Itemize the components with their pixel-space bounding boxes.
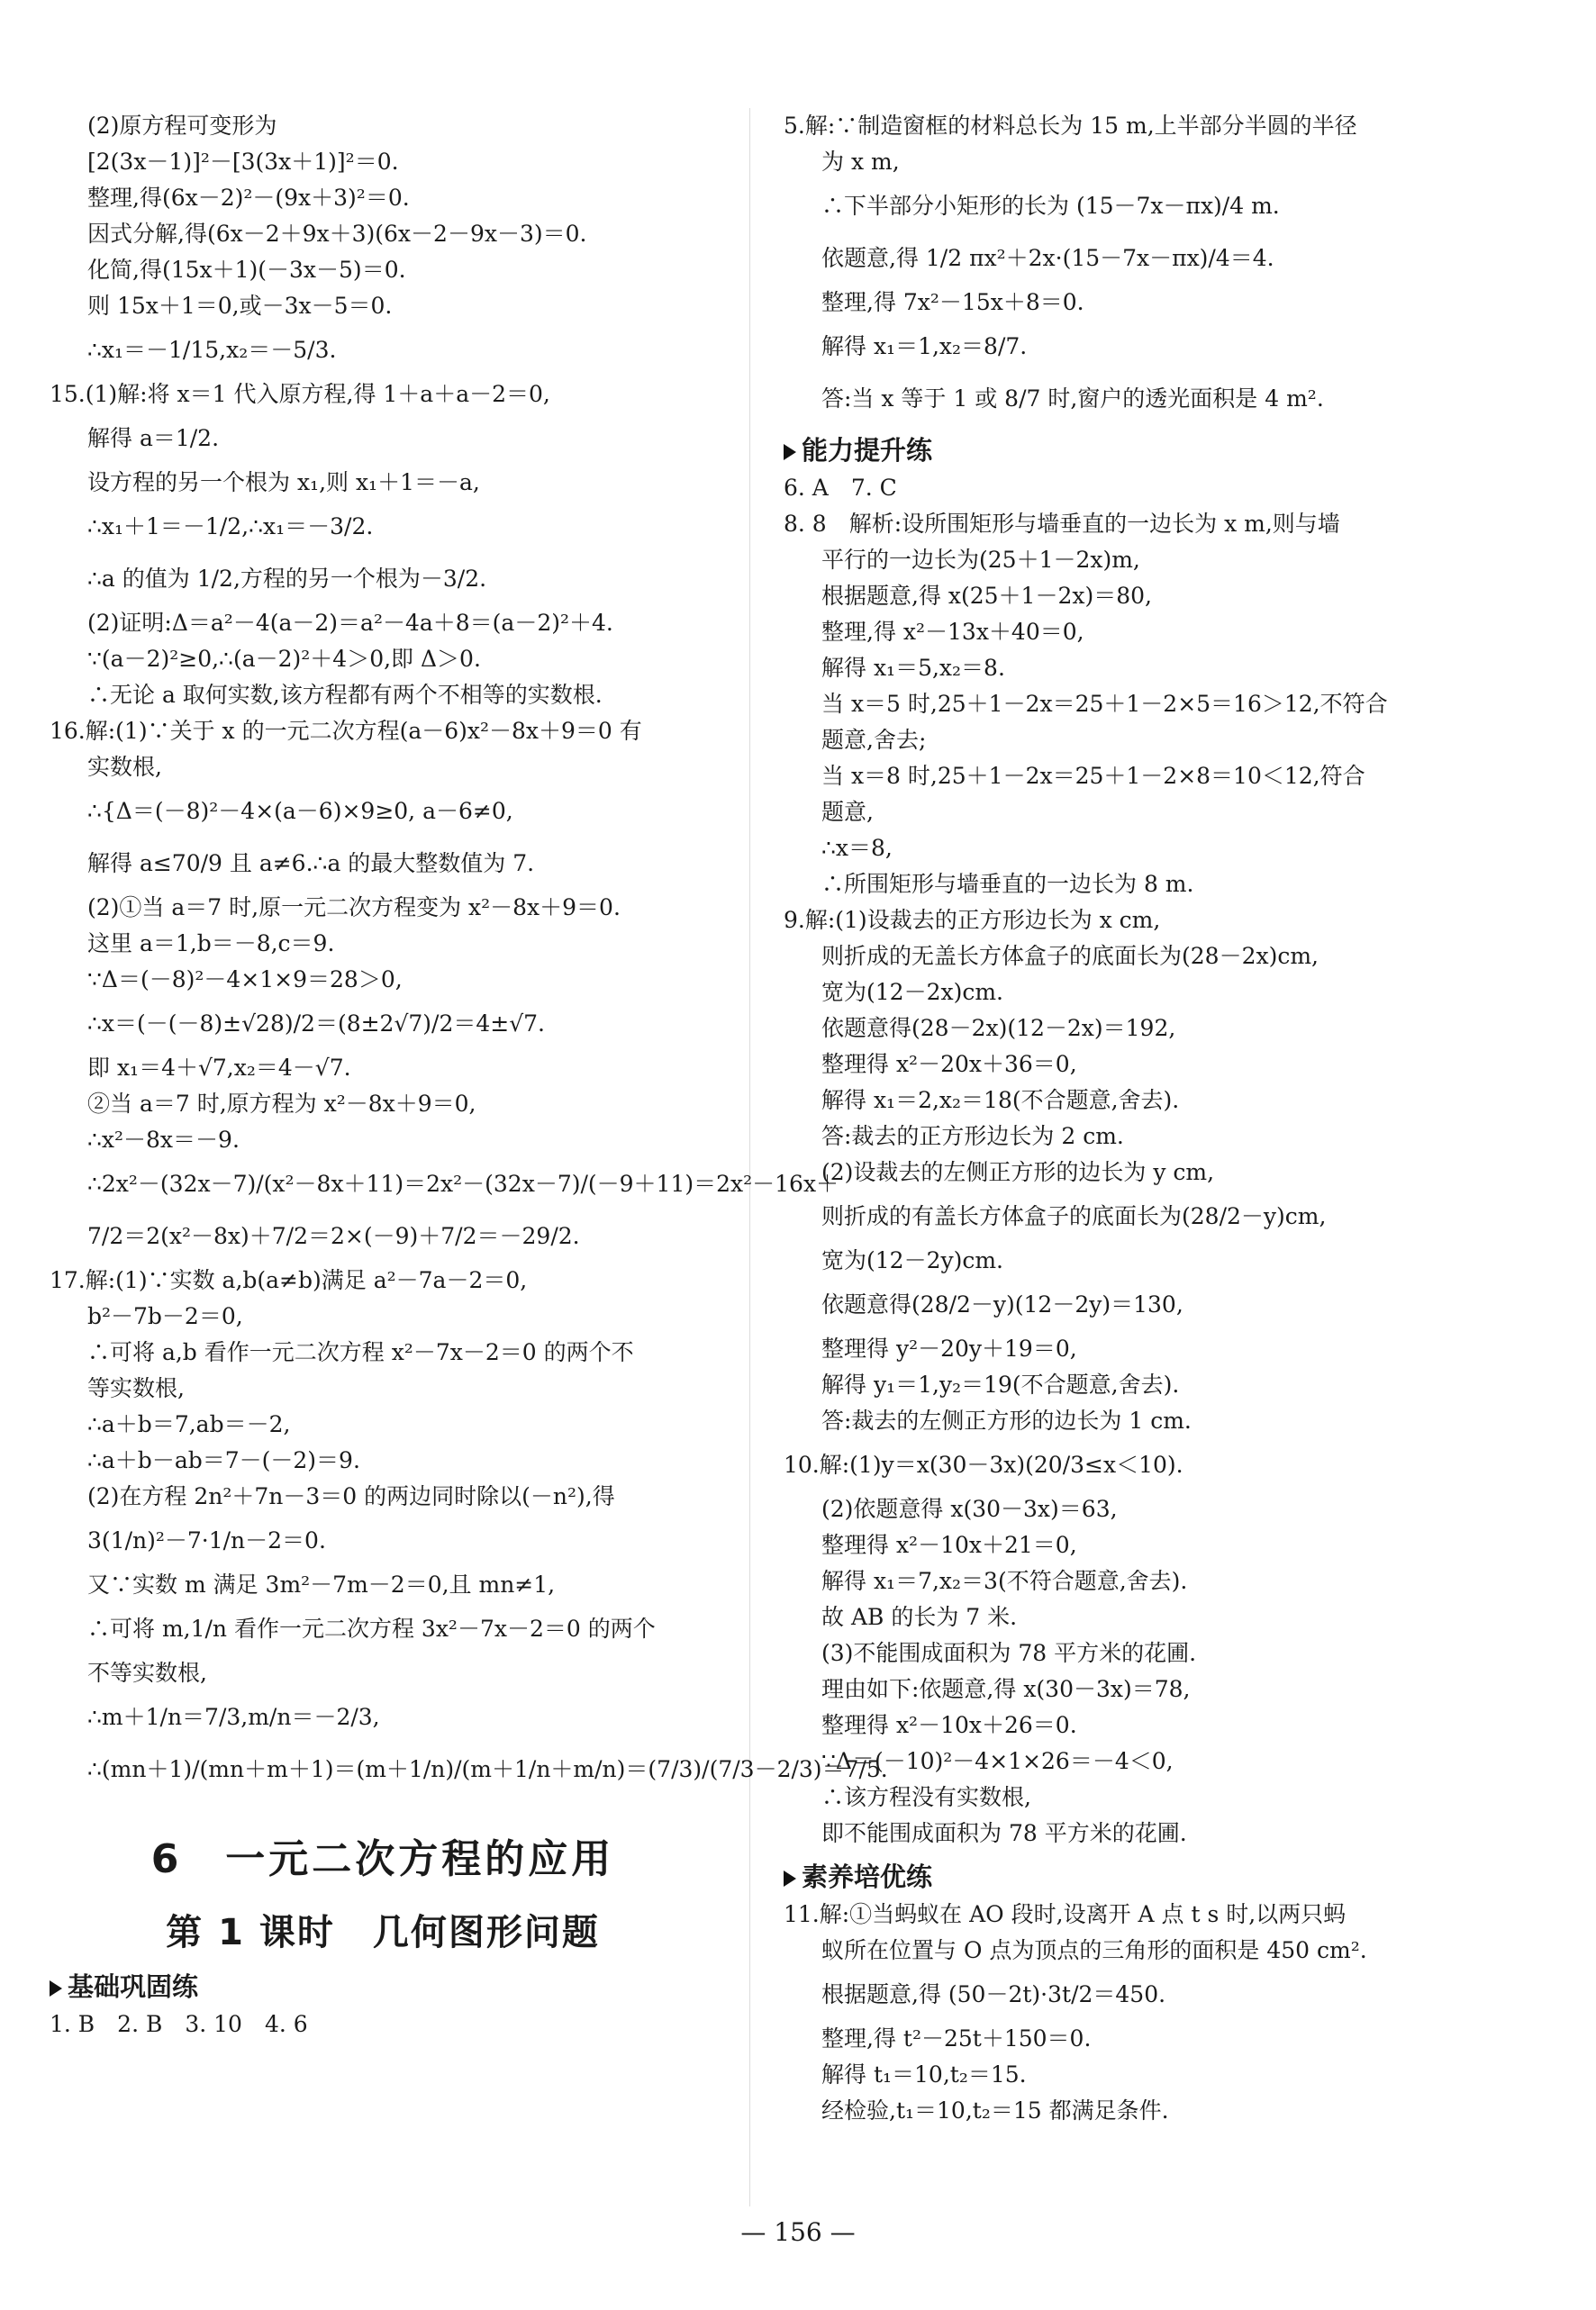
text-line: 题意,舍去;: [821, 727, 927, 753]
text-line: 为 x m,: [821, 149, 900, 175]
text-line: 宽为(12－2y)cm.: [821, 1247, 1004, 1273]
text-line: ∴可将 m,1/n 看作一元二次方程 3x²－7x－2＝0 的两个: [87, 1616, 656, 1642]
right-solutions-b: [784, 470, 1468, 1852]
text-line: 10.解:(1)y＝x(30－3x)(20/3≤x＜10).: [784, 1452, 1183, 1478]
text-line: ∴{Δ＝(－8)²－4×(a－6)×9≥0, a－6≠0,: [87, 798, 513, 824]
text-line: ∴(mn＋1)/(mn＋m＋1)＝(m＋1/n)/(m＋1/n＋m/n)＝(7/3)/(7/3－2/3)＝7/5.: [87, 1756, 888, 1782]
text-line: 当 x＝8 时,25＋1－2x＝25＋1－2×8＝10＜12,符合: [821, 763, 1365, 789]
text-line: ∴所围矩形与墙垂直的一边长为 8 m.: [821, 871, 1194, 897]
text-line: 6. A 7. C: [784, 475, 897, 501]
text-line: 等实数根,: [87, 1375, 185, 1401]
text-line: ∴x₁＋1＝－1/2,∴x₁＝－3/2.: [87, 513, 374, 539]
text-line: (2)原方程可变形为: [87, 113, 277, 139]
text-line: (2)在方程 2n²＋7n－3＝0 的两边同时除以(－n²),得: [87, 1483, 615, 1509]
text-line: 又∵实数 m 满足 3m²－7m－2＝0,且 mn≠1,: [87, 1572, 556, 1598]
page-number: — 156 —: [740, 2217, 856, 2247]
text-line: 解得 x₁＝1,x₂＝8/7.: [821, 333, 1028, 359]
text-line: 解得 a＝1/2.: [87, 425, 220, 451]
text-line: 整理,得(6x－2)²－(9x＋3)²＝0.: [87, 185, 410, 211]
text-line: 11.解:①当蚂蚁在 AO 段时,设离开 A 点 t s 时,以两只蚂: [784, 1901, 1347, 1927]
text-line: 即 x₁＝4＋√7,x₂＝4－√7.: [87, 1055, 351, 1081]
text-line: 蚁所在位置与 O 点为顶点的三角形的面积是 450 cm².: [821, 1937, 1367, 1963]
ability-heading-text: 能力提升练: [802, 435, 933, 466]
right-column: [784, 108, 1468, 2129]
triangle-icon: [784, 1871, 796, 1887]
ability-heading: [784, 430, 1468, 470]
text-line: 17.解:(1)∵实数 a,b(a≠b)满足 a²－7a－2＝0,: [50, 1267, 528, 1293]
text-line: 则 15x＋1＝0,或－3x－5＝0.: [87, 293, 393, 319]
text-line: [2(3x－1)]²－[3(3x＋1)]²＝0.: [87, 149, 399, 175]
text-line: (2)设裁去的左侧正方形的边长为 y cm,: [821, 1159, 1215, 1185]
quality-heading-text: 素养培优练: [802, 1862, 933, 1892]
text-line: ∵Δ＝(－8)²－4×1×9＝28＞0,: [87, 966, 403, 992]
text-line: b²－7b－2＝0,: [87, 1303, 243, 1329]
text-line: ∴m＋1/n＝7/3,m/n＝－2/3,: [87, 1704, 380, 1730]
basic-heading: [50, 1967, 716, 2007]
quality-heading: [784, 1857, 1468, 1897]
text-line: 故 AB 的长为 7 米.: [821, 1604, 1018, 1630]
text-line: 题意,: [821, 799, 874, 825]
text-line: 因式分解,得(6x－2＋9x＋3)(6x－2－9x－3)＝0.: [87, 221, 587, 247]
basic-heading-text: 基础巩固练: [68, 1971, 199, 2002]
right-solutions-a: [784, 108, 1468, 425]
text-line: 解得 x₁＝7,x₂＝3(不符合题意,舍去).: [821, 1568, 1188, 1594]
text-line: ∴x₁＝－1/15,x₂＝－5/3.: [87, 337, 337, 363]
text-line: ∴2x²－(32x－7)/(x²－8x＋11)＝2x²－(32x－7)/(－9＋11)＝2x²－16x＋: [87, 1171, 839, 1197]
text-line: 解得 x₁＝5,x₂＝8.: [821, 655, 1005, 681]
text-line: 整理,得 x²－13x＋40＝0,: [821, 619, 1084, 645]
text-line: ∴x＝(－(－8)±√28)/2＝(8±2√7)/2＝4±√7.: [87, 1010, 546, 1037]
text-line: 整理得 x²－10x＋26＝0.: [821, 1712, 1077, 1738]
text-line: 整理得 x²－10x＋21＝0,: [821, 1532, 1077, 1558]
text-line: 当 x＝5 时,25＋1－2x＝25＋1－2×5＝16＞12,不符合: [821, 691, 1388, 717]
text-line: 16.解:(1)∵关于 x 的一元二次方程(a－6)x²－8x＋9＝0 有: [50, 718, 642, 744]
text-line: 整理得 x²－20x＋36＝0,: [821, 1051, 1077, 1077]
lesson-title: 第 1 课时 几何图形问题: [166, 1912, 600, 1953]
text-line: 整理,得 t²－25t＋150＝0.: [821, 2025, 1092, 2052]
text-line: 解得 y₁＝1,y₂＝19(不合题意,舍去).: [821, 1372, 1180, 1398]
right-solutions-c: [784, 1897, 1468, 2129]
text-line: ∴x＝8,: [821, 835, 893, 861]
text-line: 依题意得(28/2－y)(12－2y)＝130,: [821, 1291, 1183, 1318]
text-line: 3(1/n)²－7·1/n－2＝0.: [87, 1527, 326, 1554]
text-line: 15.(1)解:将 x＝1 代入原方程,得 1＋a＋a－2＝0,: [50, 381, 550, 407]
text-line: 整理,得 7x²－15x＋8＝0.: [821, 289, 1084, 315]
text-line: 实数根,: [87, 754, 162, 780]
text-line: 经检验,t₁＝10,t₂＝15 都满足条件.: [821, 2097, 1169, 2124]
text-line: (2)证明:Δ＝a²－4(a－2)＝a²－4a＋8＝(a－2)²＋4.: [87, 610, 613, 636]
text-line: 这里 a＝1,b＝－8,c＝9.: [87, 930, 335, 956]
text-line: 答:裁去的左侧正方形的边长为 1 cm.: [821, 1408, 1192, 1434]
text-line: 解得 t₁＝10,t₂＝15.: [821, 2061, 1027, 2088]
text-line: (2)①当 a＝7 时,原一元二次方程变为 x²－8x＋9＝0.: [87, 894, 621, 920]
text-line: 5.解:∵制造窗框的材料总长为 15 m,上半部分半圆的半径: [784, 113, 1357, 139]
text-line: ∴该方程没有实数根,: [821, 1784, 1031, 1810]
text-line: 答:裁去的正方形边长为 2 cm.: [821, 1123, 1124, 1149]
text-line: ∵Δ＝(－10)²－4×1×26＝－4＜0,: [821, 1748, 1174, 1774]
basic-answers: 1. B 2. B 3. 10 4. 6: [50, 2011, 308, 2037]
text-line: 解得 a≤70/9 且 a≠6.∴a 的最大整数值为 7.: [87, 850, 535, 876]
text-line: 设方程的另一个根为 x₁,则 x₁＋1＝－a,: [87, 469, 480, 495]
section-title: 6 一元二次方程的应用: [150, 1836, 615, 1882]
text-line: 宽为(12－2x)cm.: [821, 979, 1003, 1005]
text-line: 依题意,得 1/2 πx²＋2x·(15－7x－πx)/4＝4.: [821, 245, 1274, 271]
column-divider: [749, 108, 750, 2206]
text-line: 即不能围成面积为 78 平方米的花圃.: [821, 1820, 1187, 1846]
text-line: ∴可将 a,b 看作一元二次方程 x²－7x－2＝0 的两个不: [87, 1339, 634, 1365]
text-line: 解得 x₁＝2,x₂＝18(不合题意,舍去).: [821, 1087, 1180, 1113]
text-line: (3)不能围成面积为 78 平方米的花圃.: [821, 1640, 1197, 1666]
triangle-icon: [50, 1980, 62, 1997]
text-line: 根据题意,得 (50－2t)·3t/2＝450.: [821, 1981, 1166, 2007]
text-line: 7/2＝2(x²－8x)＋7/2＝2×(－9)＋7/2＝－29/2.: [87, 1223, 580, 1249]
text-line: 8. 8 解析:设所围矩形与墙垂直的一边长为 x m,则与墙: [784, 511, 1340, 537]
text-line: ∴a＋b－ab＝7－(－2)＝9.: [87, 1447, 360, 1473]
text-line: 则折成的无盖长方体盒子的底面长为(28－2x)cm,: [821, 943, 1319, 969]
triangle-icon: [784, 444, 796, 460]
text-line: ②当 a＝7 时,原方程为 x²－8x＋9＝0,: [87, 1091, 476, 1117]
text-line: 答:当 x 等于 1 或 8/7 时,窗户的透光面积是 4 m².: [821, 385, 1324, 412]
text-line: 9.解:(1)设裁去的正方形边长为 x cm,: [784, 907, 1161, 933]
text-line: (2)依题意得 x(30－3x)＝63,: [821, 1496, 1118, 1522]
text-line: 化简,得(15x＋1)(－3x－5)＝0.: [87, 257, 406, 283]
text-line: ∴a 的值为 1/2,方程的另一个根为－3/2.: [87, 566, 487, 592]
text-line: 则折成的有盖长方体盒子的底面长为(28/2－y)cm,: [821, 1203, 1327, 1229]
text-line: ∴下半部分小矩形的长为 (15－7x－πx)/4 m.: [821, 193, 1280, 219]
text-line: 整理得 y²－20y＋19＝0,: [821, 1336, 1077, 1362]
text-line: 不等实数根,: [87, 1660, 207, 1686]
text-line: ∴无论 a 取何实数,该方程都有两个不相等的实数根.: [87, 682, 603, 708]
text-line: ∵(a－2)²≥0,∴(a－2)²＋4＞0,即 Δ＞0.: [87, 646, 481, 672]
text-line: ∴a＋b＝7,ab＝－2,: [87, 1411, 291, 1437]
text-line: ∴x²－8x＝－9.: [87, 1127, 240, 1153]
text-line: 依题意得(28－2x)(12－2x)＝192,: [821, 1015, 1176, 1041]
text-line: 根据题意,得 x(25＋1－2x)＝80,: [821, 583, 1152, 609]
text-line: 平行的一边长为(25＋1－2x)m,: [821, 547, 1140, 573]
text-line: 理由如下:依题意,得 x(30－3x)＝78,: [821, 1676, 1191, 1702]
